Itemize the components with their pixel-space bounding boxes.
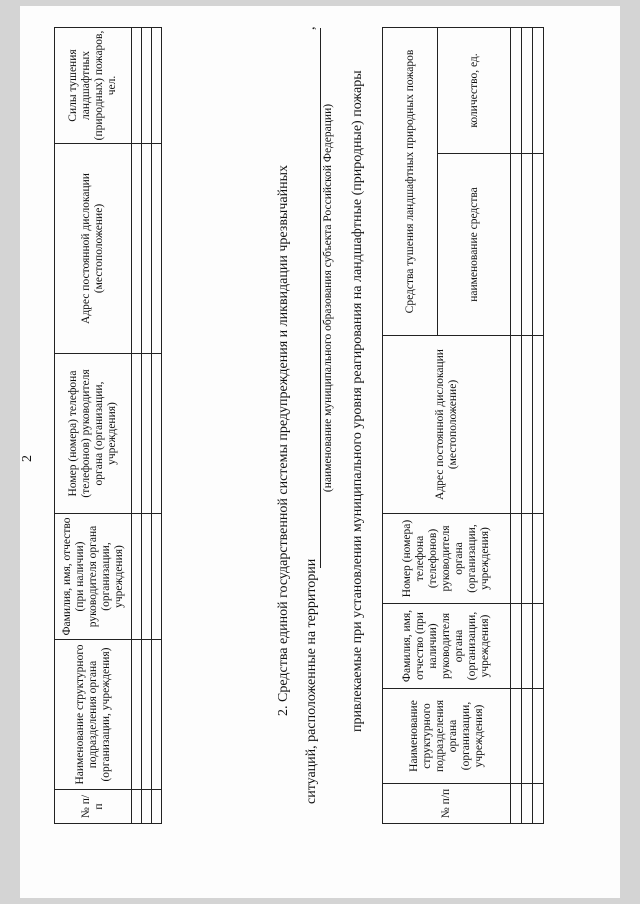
- table-row: [511, 28, 522, 824]
- table-row: [522, 28, 533, 824]
- header-cell-division: Наименование структурного подразделения органа (организации, учреждения): [383, 689, 511, 784]
- fill-in-line: [320, 28, 321, 568]
- table-row: [142, 28, 152, 824]
- section-heading-continued: ситуаций, расположенные на территории: [304, 558, 319, 804]
- forces-table: [54, 27, 162, 824]
- header-cell-phone: Номер (номера) телефона (телефонов) руководителя органа (организации, учреждения): [55, 354, 132, 514]
- table-row: [152, 28, 162, 824]
- page-number: 2: [20, 455, 35, 462]
- table-header-row: [383, 28, 438, 824]
- header-cell-forces: Силы тушения ландшафтных (природных) пожаров, чел.: [55, 28, 132, 144]
- table-row: [533, 28, 544, 824]
- header-cell-means-count: количество, ед.: [438, 28, 511, 154]
- means-table: [382, 27, 544, 824]
- header-cell-division: Наименование структурного подразделения органа (организации, учреждения): [55, 640, 132, 790]
- header-cell-phone: Номер (номера) телефона (телефонов) руководителя органа (организации, учреждения): [383, 514, 511, 604]
- section-subheading: привлекаемые при установлении муниципального уровня реагирования на ландшафтные (природные) пожары: [350, 70, 365, 732]
- header-cell-number: № п/п: [55, 790, 132, 824]
- section-heading: 2. Средства единой государственной системы предупреждения и ликвидации чрезвычайных: [276, 165, 291, 716]
- header-cell-means-group: Средства тушения ландшафтных природных пожаров: [383, 28, 438, 336]
- header-cell-means-name: наименование средства: [438, 154, 511, 336]
- header-cell-number: № п/п: [383, 784, 511, 824]
- rotated-content: [20, 6, 620, 898]
- header-cell-address: Адрес постоянной дислокации (местоположение): [383, 336, 511, 514]
- trailing-comma: ,: [303, 26, 318, 30]
- header-cell-head-name: Фамилия, имя, отчество (при наличии) руководителя органа (организации, учреждения): [55, 514, 132, 640]
- header-cell-head-name: Фамилия, имя, отчество (при наличии) руководителя органа (организации, учреждения): [383, 604, 511, 689]
- table-header-row: [55, 28, 132, 824]
- fill-in-caption: (наименование муниципального образования субъекта Российской Федерации): [322, 103, 334, 493]
- header-cell-address: Адрес постоянной дислокации (местоположение): [55, 144, 132, 354]
- document-page: [20, 6, 620, 898]
- table-row: [132, 28, 142, 824]
